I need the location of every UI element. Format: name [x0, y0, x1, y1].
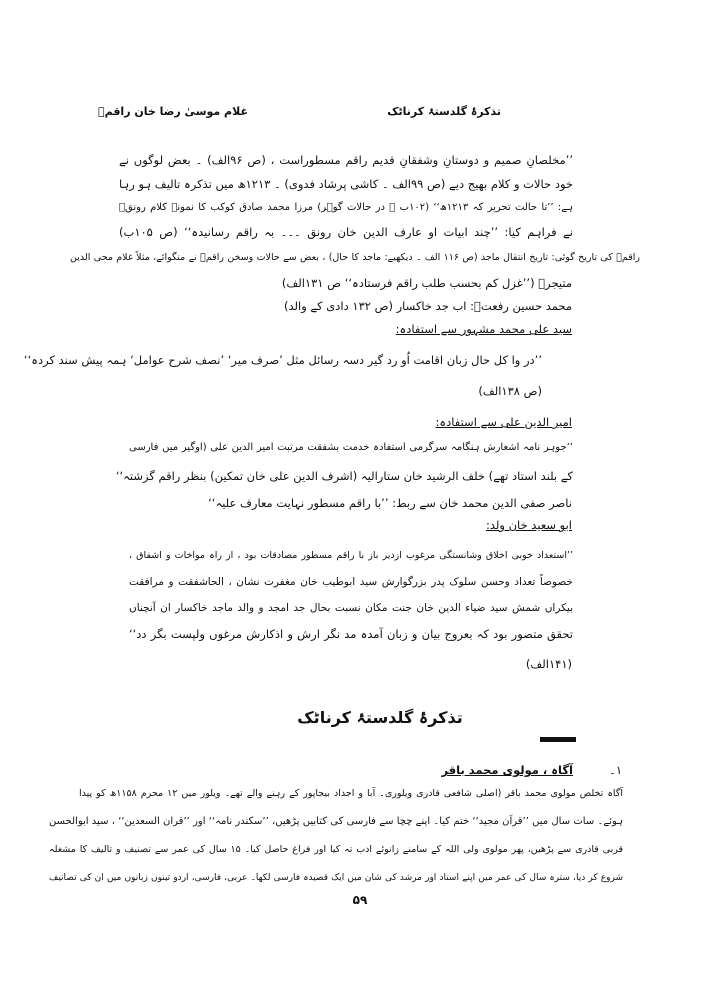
paragraph-line: آگاہ تخلص مولوی محمد باقر (اصلی شافعی قادری ویلوری۔ آبا و اجداد بیجاپور کے رہنے والے تھے۔ ویلور میں ۱۲ محرم ۱۱۵۸ھ کو پیدا	[79, 788, 623, 799]
subheading: سید علی محمد مشہور سے استفادہ:	[395, 322, 572, 336]
body-line: متیجرؔ (’’غزل کم بحسب طلب راقم فرستادہ‘‘ ص ۱۳۱الف)	[281, 276, 572, 290]
paragraph-line: قربی قادری سے پڑھیں، پھر مولوی ولی اللہ کے سامنے زانوئے ادب تہ کیا اور فراغ حاصل کیا۔ ۱۵ سال کی عمر سے تصنیف و تالیف کا مشغلہ	[49, 844, 623, 855]
citation: (ص ۱۳۸الف)	[478, 384, 542, 398]
subheading: امیر الدین علی سے استفادہ:	[435, 415, 572, 429]
entry-number: ۱۔	[609, 763, 622, 777]
body-line: محمد حسین رفعتؔ: اب جد خاکسار (ص ۱۳۲ دادی کے والد)	[283, 299, 572, 313]
body-line: خود حالات و کلام بھیج دیے (ص ۹۹الف ۔ کاشی پرشاد فدوی) ۔ ۱۲۱۳ھ میں تذکرہ تالیف ہو رہا	[119, 177, 573, 191]
quote-line: ’’جوہر نامہ اشعارش ہنگامہ سرگرمی استفادہ خدمت بشفقت مرتبت امیر الدین علی (اوگیر میں فارسی	[129, 442, 573, 453]
running-header-author: غلام موسیٰ رضا خان راقمؔ	[98, 105, 248, 118]
quote-line: بیکراں شمش سید ضیاء الدین خان جنت مکان نسبت بحال جد امجد و والد ماجد خاکسار ان آنچناں	[129, 602, 573, 614]
paragraph-line: شروع کر دیا، سترہ سال کی عمر میں اپنے استاد اور مرشد کی شان میں ایک قصیدہ فارسی لکھا۔ عربی، فارسی، اردو تینوں زبانوں میں ان کی تصانیف	[49, 873, 623, 883]
quote-line: ’’استعداد خوبی اخلاق وشانستگی مرغوب ازدیر باز با راقم مسطور مصادقات بود ، از راہ مواخات و اشفاق ،	[129, 550, 573, 561]
body-line: ناصر صفی الدین محمد خان سے ربط: ’’با راقم مسطور نہایت معارف علیہ‘‘	[208, 496, 572, 510]
section-title: تذکرۂ گلدستۂ کرناٹک	[297, 708, 463, 727]
body-line: راقمؔ کی تاریخ گوئی: تاریخ انتقال ماجد (ص ۱۱۶ الف ۔ دیکھیے: ماجد کا حال) ، بعض سے حالات وسخن راقمؔ نے منگوائے، مثلاً غلام محی الدین	[70, 252, 640, 263]
section-rule	[540, 737, 576, 742]
quote-line: تحقق متصور بود کہ بعروج بیان و زبان آمدہ مد نگر ارش و اذکارش مرغوں ولپست بگر دد‘‘	[129, 627, 573, 641]
quote-line: خصوصاً تعداد وحسن سلوک پدر بزرگوارش سید ابوطیب خان مغفرت نشان ، الحاشفقت و مرافقت	[129, 576, 573, 588]
citation: (۱۴۱الف)	[525, 657, 572, 671]
quote-line: کے بلند استاد تھے) خلف الرشید خان ستارالیہ (اشرف الدین علی خان تمکین) بنظر راقم گزشتہ‘‘	[115, 469, 573, 483]
body-line: نے فراہم کیا: ’’چند ابیات او عارف الدین خان رونق ۔۔۔ بہ راقم رسانیدہ‘‘ (ص ۱۰۵ب)	[119, 225, 573, 239]
entry-heading: آگاہ ، مولوی محمد باقر	[441, 763, 573, 777]
quote-line: ’’در وا کل حال زبان اقامت اُو رد گیر دسہ رسائل مثل ’صرف میر‘ ’نصف شرح عوامل‘ ہمہ پیش سند کردہ‘‘	[23, 353, 542, 367]
page-number: ۵۹	[352, 893, 368, 907]
body-line: ’’مخلصانِ صمیم و دوستانِ وشفقانِ قدیم راقم مسطوراست ، (ص ۹۶الف) ۔ بعض لوگوں نے	[119, 153, 573, 167]
subheading: ابو سعید خان ولد:	[485, 518, 572, 532]
body-line: ہے: ’’تا حالت تحریر کہ ۱۲۱۳ھ‘‘ (۱۰۲ب ۔ در حالات گوہر) مرزا محمد صادق کوکب کا نمونۂ کلام رونقؔ	[119, 202, 574, 213]
paragraph-line: ہوئے۔ سات سال میں ’’قرآن مجید‘‘ ختم کیا۔ اپنے چچا سے فارسی کی کتابیں پڑھیں، ’’سکندر نامہ‘‘ اور ’’قران السعدین‘‘ ، سید ابوالحسن	[49, 816, 623, 827]
running-header-title: تذکرۂ گلدستۂ کرناٹک	[387, 105, 501, 118]
